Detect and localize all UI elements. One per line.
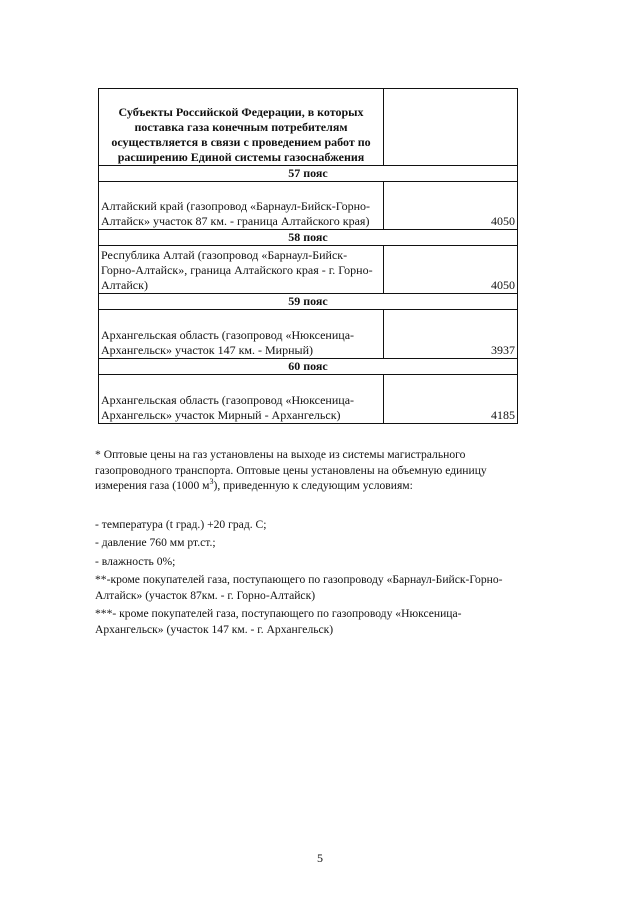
table-row: [99, 310, 518, 359]
zone-label: 59 пояс: [99, 294, 518, 310]
footnotes: [95, 447, 525, 637]
region-name: Архангельская область (газопровод «Нюксеница-Архангельск» участок Мирный - Архангельск): [99, 375, 384, 424]
table-row: [99, 246, 518, 294]
page-number: 5: [317, 851, 323, 865]
zone-label: 57 пояс: [99, 166, 518, 182]
region-name: Республика Алтай (газопровод «Барнаул-Бийск-Горно-Алтайск», граница Алтайского края - г. Горно-Алтайск): [99, 246, 384, 294]
price-value: 4050: [384, 246, 518, 294]
condition-pressure: - давление 760 мм рт.ст.;: [95, 536, 216, 549]
footnote-double-asterisk: **-кроме покупателей газа, поступающего по газопроводу «Барнаул-Бийск-Горно-Алтайск» (участок 87км. - г. Горно-Алтайск): [95, 573, 503, 602]
price-value: 4050: [384, 182, 518, 230]
gas-price-table: [98, 88, 518, 424]
zone-label: 58 пояс: [99, 230, 518, 246]
footnote-triple-asterisk: ***- кроме покупателей газа, поступающего по газопроводу «Нюксеница-Архангельск» (участок 147 км. - г. Архангельск): [95, 607, 462, 636]
zone-row: [99, 294, 518, 310]
region-name: Алтайский край (газопровод «Барнаул-Бийск-Горно-Алтайск» участок 87 км. - граница Алтайского края): [99, 182, 384, 230]
table-header-price: [384, 89, 518, 166]
table-header-regions: Субъекты Российской Федерации, в которых поставка газа конечным потребителям осуществляется в связи с проведением работ по расширению Единой системы газоснабжения: [99, 89, 384, 166]
cubic-superscript: 3: [209, 477, 214, 487]
table-row: [99, 375, 518, 424]
zone-label: 60 пояс: [99, 359, 518, 375]
zone-row: [99, 166, 518, 182]
condition-humidity: - влажность 0%;: [95, 554, 176, 568]
price-value: 3937: [384, 310, 518, 359]
zone-row: [99, 359, 518, 375]
table-header-row: [99, 89, 518, 166]
region-name: Архангельская область (газопровод «Нюксеница-Архангельск» участок 147 км. - Мирный): [99, 310, 384, 359]
zone-row: [99, 230, 518, 246]
price-note-text: * Оптовые цены на газ установлены на выходе из системы магистрального газопроводного транспорта. Оптовые цены установлены на объемную единицу измерения газа (1000 м: [95, 448, 487, 492]
price-value: 4185: [384, 375, 518, 424]
table-row: [99, 182, 518, 230]
condition-temperature: - температура (t град.) +20 град. С;: [95, 517, 267, 531]
price-note: [95, 447, 525, 494]
price-note-end: ), приведенную к следующим условиям:: [213, 479, 413, 492]
